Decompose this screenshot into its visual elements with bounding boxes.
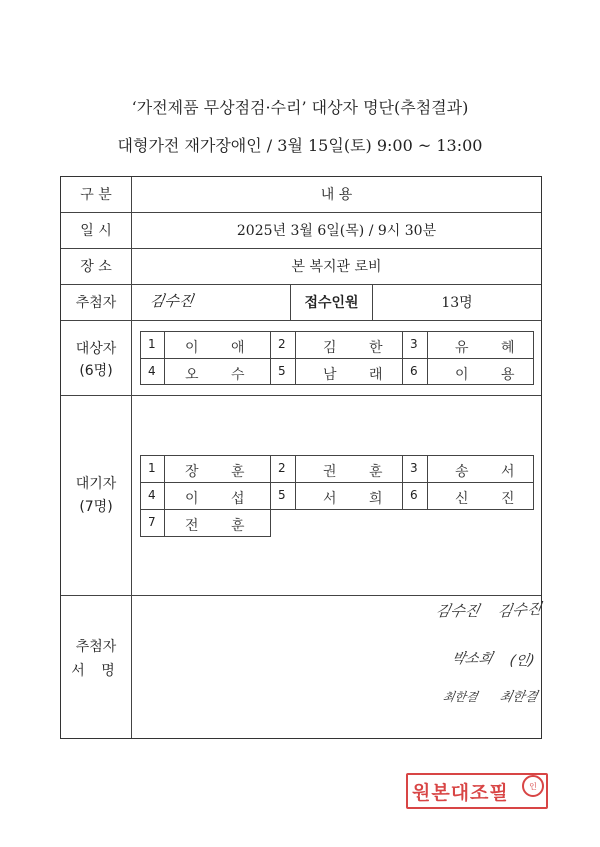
target-name: 이 애 (185, 340, 259, 356)
row-line-4 (61, 320, 541, 321)
waiting-name: 신 진 (455, 491, 529, 507)
waiting-grid-col-e (427, 456, 428, 509)
signature-name-1: 김수진 (433, 602, 482, 620)
place-value: 본 복지관 로비 (291, 259, 382, 275)
targets-grid-col-c (295, 332, 296, 384)
waiting-count-label: (7명) (79, 499, 113, 515)
target-number: 4 (148, 364, 156, 378)
target-number: 2 (278, 337, 286, 351)
waiting-number: 7 (148, 515, 156, 529)
targets-grid-col-d (402, 332, 403, 384)
targets-grid-col-b (270, 332, 271, 384)
waiting-name: 서 희 (323, 491, 397, 507)
row-line-3 (61, 284, 541, 285)
date-label: 일 시 (80, 223, 112, 239)
target-number: 3 (410, 337, 418, 351)
waiting-grid-col-a (164, 456, 165, 509)
waiting-name: 이 섭 (185, 491, 259, 507)
waiting-grid-extra-col (164, 510, 165, 536)
waiting-number: 3 (410, 461, 418, 475)
targets-label: 대상자 (75, 341, 117, 357)
waiting-grid-col-b (270, 456, 271, 509)
drawer-label: 추첨자 (75, 295, 117, 311)
targets-grid-col-e (427, 332, 428, 384)
waiting-grid-midline (141, 482, 533, 483)
waiting-name: 송 서 (455, 464, 529, 480)
waiting-number: 1 (148, 461, 156, 475)
waiting-number: 4 (148, 488, 156, 502)
target-name: 유 혜 (455, 340, 529, 356)
count-label: 접수인원 (304, 295, 359, 311)
row-line-5 (61, 395, 541, 396)
waiting-number: 5 (278, 488, 286, 502)
target-number: 5 (278, 364, 286, 378)
signature-label-2: 서 명 (71, 663, 121, 679)
document-subtitle: 대형가전 재가장애인 / 3월 15일(토) 9:00 ~ 13:00 (117, 136, 483, 155)
row-line-2 (61, 248, 541, 249)
waiting-grid-col-d (402, 456, 403, 509)
targets-count-label: (6명) (79, 363, 113, 379)
signature-mark-1: 김수진 (496, 599, 543, 621)
waiting-name: 전 훈 (185, 518, 259, 534)
category-label: 구 분 (80, 187, 112, 203)
targets-grid-col-a (164, 332, 165, 384)
drawer-handwritten-name: 김수진 (148, 292, 195, 310)
place-label: 장 소 (80, 259, 112, 275)
row-line-1 (61, 212, 541, 213)
category-value: 내 용 (320, 187, 353, 203)
waiting-name: 장 훈 (185, 464, 259, 480)
target-number: 1 (148, 337, 156, 351)
target-name: 이 용 (455, 367, 529, 383)
waiting-number: 2 (278, 461, 286, 475)
seal-icon: 인 (522, 775, 544, 797)
signature-name-2: 박소희 (449, 651, 495, 667)
signature-name-3: 최한결 (441, 690, 479, 704)
signature-mark-2: (인) (508, 653, 536, 669)
signature-mark-3: 최한결 (497, 690, 539, 705)
target-name: 남 래 (323, 367, 397, 383)
target-name: 김 한 (323, 340, 397, 356)
waiting-name: 권 훈 (323, 464, 397, 480)
document-title: ‘가전제품 무상점검·수리’ 대상자 명단(추첨결과) (131, 98, 469, 117)
signature-label: 추첨자 (75, 639, 117, 655)
target-number: 6 (410, 364, 418, 378)
waiting-label: 대기자 (75, 476, 117, 492)
row-line-6 (61, 595, 541, 596)
waiting-grid-col-c (295, 456, 296, 509)
certified-copy-stamp-text: 원본대조필 (412, 782, 509, 804)
waiting-number: 6 (410, 488, 418, 502)
date-value: 2025년 3월 6일(목) / 9시 30분 (236, 223, 437, 239)
target-name: 오 수 (185, 367, 259, 383)
targets-grid-midline (141, 358, 533, 359)
count-value: 13명 (441, 295, 473, 311)
